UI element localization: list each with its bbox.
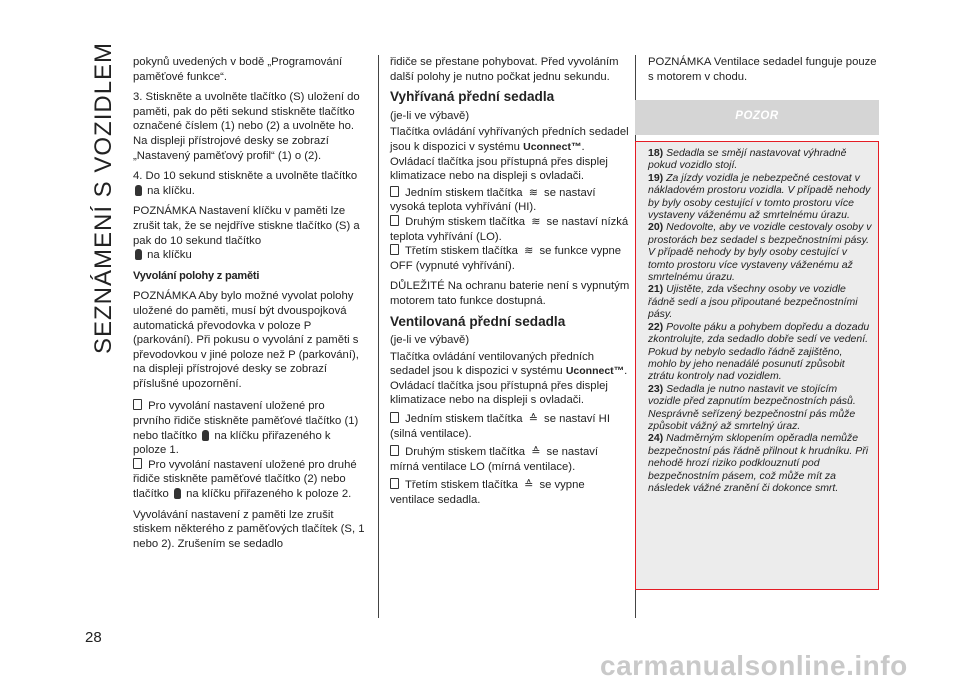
square-bullet-icon: [390, 215, 399, 226]
section-title: SEZNÁMENÍ S VOZIDLEM: [90, 41, 117, 354]
warning-item-number: 21): [648, 283, 664, 296]
warning-item-number: 24): [648, 432, 664, 445]
warning-item: [648, 172, 872, 222]
ventilated-seat-icon: ≙: [524, 479, 534, 492]
column-3: [648, 55, 880, 90]
page-number: 28: [85, 629, 102, 646]
ventilated-seat-icon: ≙: [531, 446, 541, 459]
warning-item: [648, 432, 872, 494]
heated-seat-icon: ≋: [531, 215, 541, 228]
paragraph: pokynů uvedených v bodě „Programování paměťové funkce“.: [133, 56, 343, 83]
warning-box: [635, 100, 879, 600]
paragraph: Vyvolávání nastavení z paměti lze zrušit stiskem některého z paměťových tlačítek (S, 1 nebo 2). Zrušením se sedadlo: [133, 508, 365, 550]
paragraph: POZNÁMKA Nastavení klíčku v paměti lze zrušit tak, že se nejdříve stiskne tlačítko (S) a pak do 10 sekund tlačítko na klíčku: [133, 205, 360, 262]
brand-name: Uconnect™: [565, 365, 625, 378]
paragraph: POZNÁMKA Aby bylo možné vyvolat polohy uložené do paměti, musí být dvouspojková automatická převodovka v poloze P (parkování). Při pokusu o vyvolání z paměti s převodovkou v jiné poloze než P (parkování), na displeji přístrojové desky se zobrazí příslušné upozornění.: [133, 290, 359, 390]
key-fob-icon: [135, 249, 142, 260]
paragraph: Jedním stiskem tlačítka ≋ se nastaví vysoká teplota vyhřívání (HI).: [390, 186, 596, 214]
warning-item: [648, 147, 872, 172]
ventilated-seat-icon: ≙: [528, 413, 538, 426]
paragraph: POZNÁMKA Ventilace sedadel funguje pouze s motorem v chodu.: [648, 56, 877, 83]
warning-body: [635, 141, 879, 590]
square-bullet-icon: [390, 478, 399, 489]
paragraph: Pro vyvolání nastavení uložené pro druhé řidiče stiskněte paměťové tlačítko (2) nebo tlačítko na klíčku přiřazeného k poloze 2.: [133, 458, 357, 501]
warning-item-text: Sedadla je nutno nastavit ve stojícím vozidle před zapnutím bezpečnostních pásů. Nesprávně seřízený bezpečnostní pás může způsobit vážný až smrtelný úraz.: [648, 382, 856, 432]
warning-item: [648, 321, 872, 383]
paragraph: (je-li ve výbavě): [390, 334, 470, 347]
warning-item-text: Sedadla se smějí nastavovat výhradně pokud vozidlo stojí.: [648, 147, 847, 172]
warning-item-number: 18): [648, 147, 664, 159]
square-bullet-icon: [390, 186, 399, 197]
key-fob-icon: [202, 430, 209, 441]
paragraph: Třetím stiskem tlačítka ≋ se funkce vypne OFF (vypnuté vyhřívání).: [390, 245, 622, 272]
square-bullet-icon: [390, 412, 399, 423]
warning-item-text: Povolte páku a pohybem dopředu a dozadu zkontrolujte, zda sedadlo dobře sedí ve vedení. Pokud by nebylo sedadlo řádně zajištěno, mohlo by jeho nenadálé posunutí způsobit ztrátu kontroly nad vozidlem.: [648, 320, 870, 383]
paragraph: DŮLEŽITÉ Na ochranu baterie není s vypnutým motorem tato funkce dostupná.: [390, 280, 630, 307]
key-fob-icon: [174, 488, 181, 499]
paragraph: Tlačítka ovládání ventilovaných předních sedadel jsou k dispozici v systému Uconnect™. Ovládací tlačítka jsou přístupná přes displej klimatizace nebo na displeji s ovladači.: [390, 350, 628, 407]
warning-item-text: Ujistěte, zda všechny osoby ve vozidle řádně sedí a jsou připoutané bezpečnostními pásy.: [648, 283, 858, 321]
column-2: [390, 55, 630, 514]
watermark: carmanualsonline.info: [600, 650, 908, 681]
paragraph: 3. Stiskněte a uvolněte tlačítko (S) uložení do paměti, pak do pěti sekund stiskněte tlačítko označené číslem (1) nebo (2) a uvolněte ho. Na displeji přístrojové desky se zobrazí „Nastavený paměťový profil“ (1) o (2).: [133, 91, 360, 162]
paragraph: Druhým stiskem tlačítka ≙ se nastaví mírná ventilace LO (mírná ventilace).: [390, 446, 599, 473]
paragraph: Třetím stiskem tlačítka ≙ se vypne ventilace sedadla.: [390, 479, 585, 507]
square-bullet-icon: [133, 458, 142, 469]
square-bullet-icon: [133, 399, 142, 410]
warning-item-text: Nadměrným sklopením opěradla nemůže bezpečnostní pás řádně přilnout k hrudníku. Při nehodě hrozí riziko podklouznutí pod bezpečnostním pásem, což může mít za následek vážné zranění či dokonce smrt.: [648, 432, 869, 494]
heated-seat-icon: ≋: [528, 186, 538, 199]
paragraph: (je-li ve výbavě): [390, 109, 470, 122]
section-tab: [72, 40, 120, 354]
warning-item-text: Za jízdy vozidla je nebezpečné cestovat v nákladovém prostoru vozidla. V případě nehody by byly osoby cestující v tomto prostoru více vystaveny váženému až smrtelnému úrazu.: [648, 171, 871, 222]
column-1: [133, 55, 365, 557]
warning-item: [648, 221, 872, 283]
square-bullet-icon: [390, 244, 399, 255]
warning-item-number: 19): [648, 171, 664, 184]
key-fob-icon: [135, 185, 142, 196]
warning-item-text: Nedovolte, aby ve vozidle cestovaly osoby v prostorách bez sedadel s bezpečnostními pásy. V případě nehody by byly osoby cestující v tomto prostoru více vystaveny váženému až smrtelnému úrazu.: [648, 221, 872, 284]
brand-name: Uconnect™: [523, 140, 582, 153]
warning-item: [648, 283, 872, 320]
warning-item-number: 20): [648, 221, 664, 234]
paragraph: Tlačítka ovládání vyhřívaných předních sedadel jsou k dispozici v systému Uconnect™. Ovládací tlačítka jsou přístupná přes displej klimatizace nebo na displeji s ovladači.: [390, 126, 629, 183]
section-heading: Ventilovaná přední sedadla: [390, 313, 566, 329]
paragraph: Pro vyvolání nastavení uložené pro prvního řidiče stiskněte paměťové tlačítko (1) nebo tlačítko na klíčku přiřazeného k poloze 1.: [133, 400, 359, 457]
paragraph: Jedním stiskem tlačítka ≙ se nastaví HI (silná ventilace).: [390, 413, 610, 440]
warning-header: [635, 100, 879, 135]
subheading: Vyvolání polohy z paměti: [133, 269, 260, 282]
paragraph: 4. Do 10 sekund stiskněte a uvolněte tlačítko na klíčku.: [133, 170, 358, 197]
square-bullet-icon: [390, 445, 399, 456]
paragraph: řidiče se přestane pohybovat. Před vyvoláním další polohy je nutno počkat jednu sekundu.: [390, 56, 619, 83]
warning-title: POZOR: [735, 110, 779, 122]
warning-item-number: 22): [648, 320, 664, 333]
warning-item-number: 23): [648, 382, 664, 395]
warning-item: [648, 383, 872, 433]
column-divider: [378, 55, 379, 618]
paragraph: Druhým stiskem tlačítka ≋ se nastaví nízká teplota vyhřívání (LO).: [390, 215, 629, 243]
section-heading: Vyhřívaná přední sedadla: [390, 89, 555, 105]
heated-seat-icon: ≋: [524, 245, 534, 258]
